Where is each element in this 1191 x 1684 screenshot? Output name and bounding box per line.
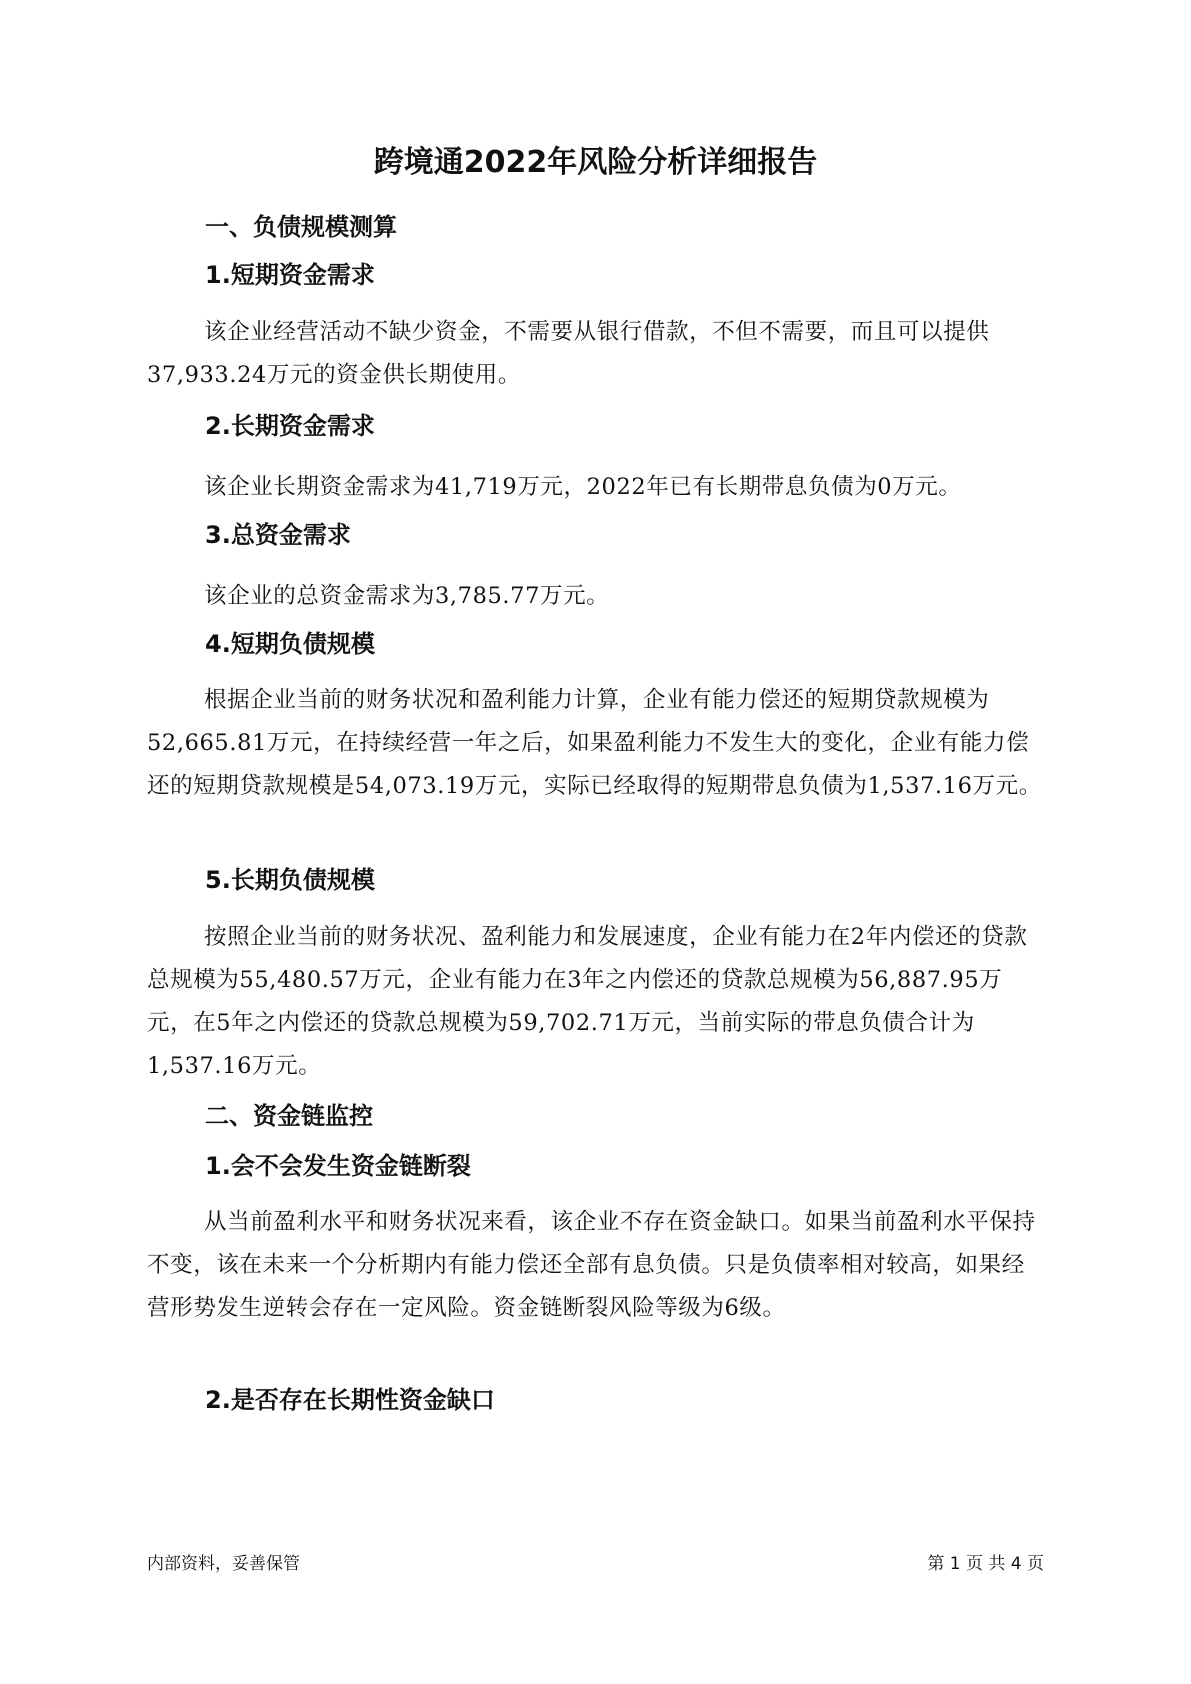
footer-confidential-note: 内部资料，妥善保管 <box>147 1554 300 1574</box>
paragraph-long-term-debt: 按照企业当前的财务状况、盈利能力和发展速度，企业有能力在2年内偿还的贷款总规模为55,480.57万元，企业有能力在3年之内偿还的贷款总规模为56,887.95万元，在5年之内偿还的贷款总规模为59,702.71万元，当前实际的带息负债合计为1,537.16万元。 <box>147 924 1028 1079</box>
paragraph-funding-chain-break: 从当前盈利水平和财务状况来看，该企业不存在资金缺口。如果当前盈利水平保持不变，该在未来一个分析期内有能力偿还全部有息负债。只是负债率相对较高，如果经营形势发生逆转会存在一定风险。资金链断裂风险等级为6级。 <box>147 1209 1036 1321</box>
subsection-heading-long-term-funds: 2.长期资金需求 <box>205 412 375 440</box>
footer-page-number: 第 1 页 共 4 页 <box>927 1554 1044 1574</box>
paragraph-total-funds: 该企业的总资金需求为3,785.77万元。 <box>204 583 610 609</box>
subsection-heading-long-term-debt: 5.长期负债规模 <box>205 866 375 894</box>
subsection-heading-short-term-debt: 4.短期负债规模 <box>205 630 375 658</box>
section-heading-debt-scale: 一、负债规模测算 <box>205 213 397 241</box>
document-title: 跨境通2022年风险分析详细报告 <box>373 145 818 180</box>
paragraph-long-term-funds: 该企业长期资金需求为41,719万元，2022年已有长期带息负债为0万元。 <box>204 474 962 500</box>
subsection-heading-total-funds: 3.总资金需求 <box>205 521 351 549</box>
subsection-heading-short-term-funds: 1.短期资金需求 <box>205 261 375 289</box>
subsection-heading-long-term-gap: 2.是否存在长期性资金缺口 <box>205 1386 495 1414</box>
subsection-heading-funding-chain-break: 1.会不会发生资金链断裂 <box>205 1152 471 1180</box>
section-heading-funding-chain: 二、资金链监控 <box>205 1102 373 1130</box>
paragraph-short-term-debt: 根据企业当前的财务状况和盈利能力计算，企业有能力偿还的短期贷款规模为52,665.81万元，在持续经营一年之后，如果盈利能力不发生大的变化，企业有能力偿还的短期贷款规模是54,073.19万元，实际已经取得的短期带息负债为1,537.16万元。 <box>147 687 1042 799</box>
paragraph-short-term-funds: 该企业经营活动不缺少资金，不需要从银行借款，不但不需要，而且可以提供37,933.24万元的资金供长期使用。 <box>147 319 990 388</box>
